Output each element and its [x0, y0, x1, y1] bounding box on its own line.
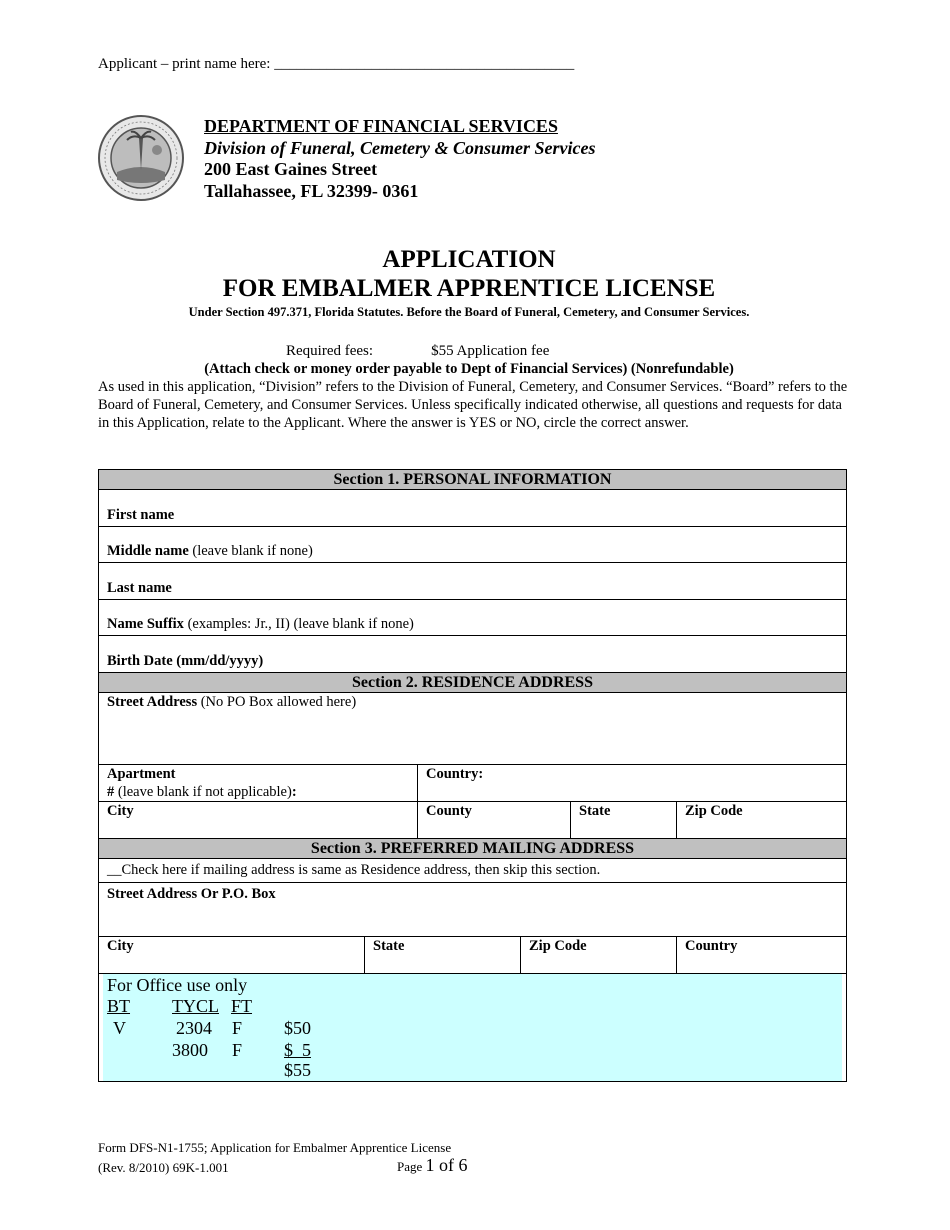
office-row2-ft: F — [232, 1040, 243, 1060]
fees-label: Required fees: — [286, 343, 374, 359]
office-row2-amount: $ 5 — [284, 1040, 311, 1060]
office-row1-tycl: 2304 — [176, 1018, 212, 1038]
middle-name-label: Middle name — [107, 543, 189, 559]
birth-date-label: Birth Date (mm/dd/yyyy) — [107, 653, 264, 669]
mailing-country-label: Country — [685, 938, 738, 954]
required-fees — [286, 343, 549, 360]
office-header-tycl: TYCL — [172, 996, 219, 1016]
department-header — [204, 116, 596, 202]
page-count: 1 of 6 — [425, 1155, 468, 1175]
mailing-street-field[interactable] — [99, 883, 846, 937]
name-suffix-cell — [99, 600, 846, 635]
office-header-ft: FT — [231, 996, 253, 1016]
office-use-label: For Office use only — [107, 975, 248, 995]
last-name-field[interactable] — [99, 563, 846, 600]
section1-header: Section 1. PERSONAL INFORMATION — [99, 470, 846, 490]
residence-city-label: City — [107, 803, 134, 819]
footer-revision: (Rev. 8/2010) 69K-1.001 — [98, 1160, 229, 1175]
office-row2-tycl: 3800 — [172, 1040, 208, 1060]
name-suffix-field[interactable] — [99, 600, 846, 636]
department-street: 200 East Gaines Street — [204, 159, 378, 179]
mailing-state-field[interactable] — [364, 937, 520, 973]
apartment-field[interactable] — [99, 765, 417, 801]
same-address-check-row[interactable] — [99, 859, 846, 883]
page-number — [397, 1155, 468, 1176]
mailing-zip-field[interactable] — [520, 937, 676, 973]
residence-country-label: Country: — [426, 766, 484, 782]
attach-payment-note: (Attach check or money order payable to Dept of Financial Services) (Nonrefundable) — [204, 361, 734, 377]
name-suffix-label: Name Suffix — [107, 616, 184, 632]
page-label: Page — [397, 1159, 423, 1174]
apartment-note: (leave blank if not applicable) — [117, 784, 292, 800]
residence-street-label: Street Address — [107, 694, 198, 710]
mailing-country-field[interactable] — [676, 937, 846, 973]
birth-date-field[interactable] — [99, 636, 846, 673]
middle-name-note: (leave blank if none) — [192, 543, 313, 559]
title-line-2: FOR EMBALMER APPRENTICE LICENSE — [222, 275, 716, 302]
name-suffix-note: (examples: Jr., II) (leave blank if none) — [187, 616, 414, 632]
office-total: $55 — [284, 1060, 311, 1080]
residence-street-note: (No PO Box allowed here) — [200, 694, 357, 710]
office-row1-amount: $50 — [284, 1018, 311, 1038]
title-line-1: APPLICATION — [382, 246, 556, 273]
footer-form-id: Form DFS-N1-1755; Application for Embalmer Apprentice License — [98, 1140, 452, 1155]
section3-header: Section 3. PREFERRED MAILING ADDRESS — [99, 839, 846, 859]
applicant-name-line[interactable]: Applicant – print name here: ________________________________________ — [98, 56, 575, 72]
residence-zip-label: Zip Code — [685, 803, 743, 819]
apartment-label: Apartment — [107, 766, 176, 782]
middle-name-cell — [99, 527, 846, 562]
fees-amount: $55 Application fee — [431, 343, 550, 359]
mailing-city-field[interactable] — [99, 937, 364, 973]
middle-name-field[interactable] — [99, 527, 846, 563]
residence-city-row — [99, 802, 846, 839]
department-city: Tallahassee, FL 32399- 0361 — [204, 180, 419, 201]
residence-state-field[interactable] — [570, 802, 676, 838]
office-bt-value: V — [113, 1018, 126, 1038]
first-name-label: First name — [107, 507, 175, 523]
residence-county-field[interactable] — [417, 802, 570, 838]
residence-street-cell — [99, 693, 846, 764]
mailing-street-label: Street Address Or P.O. Box — [107, 886, 276, 902]
residence-street-field[interactable] — [99, 693, 846, 765]
office-use-box — [103, 974, 842, 1081]
mailing-city-label: City — [107, 938, 134, 954]
last-name-label: Last name — [107, 580, 172, 596]
residence-county-label: County — [426, 803, 472, 819]
office-row1-ft: F — [232, 1018, 243, 1038]
residence-city-field[interactable] — [99, 802, 417, 838]
mailing-zip-label: Zip Code — [529, 938, 587, 954]
application-form-table — [98, 469, 847, 1082]
department-name: DEPARTMENT OF FINANCIAL SERVICES — [204, 116, 558, 136]
same-address-check-label: __Check here if mailing address is same as Residence address, then skip this section. — [107, 862, 601, 878]
intro-paragraph: As used in this application, “Division” refers to the Division of Funeral, Cemetery, and Consumer Services. “Board” refers to the Board of Funeral, Cemetery, and Consumer Services. Unless specifically indicated otherwise, all questions and requests for data in this Application, relate to the Applicant. Where the answer is YES or NO, circle the correct answer. — [98, 379, 848, 431]
mailing-city-row — [99, 937, 846, 974]
page-title — [0, 245, 938, 303]
statute-subtitle: Under Section 497.371, Florida Statutes. Before the Board of Funeral, Cemetery, and Consumer Services. — [188, 305, 750, 319]
florida-state-seal — [97, 114, 185, 202]
residence-zip-field[interactable] — [676, 802, 846, 838]
apartment-hash: # — [107, 784, 115, 800]
apartment-country-row — [99, 765, 846, 802]
mailing-state-label: State — [373, 938, 405, 954]
section2-header: Section 2. RESIDENCE ADDRESS — [99, 673, 846, 693]
office-header-bt: BT — [107, 996, 131, 1016]
apartment-colon: : — [291, 784, 297, 800]
residence-state-label: State — [579, 803, 611, 819]
division-name: Division of Funeral, Cemetery & Consumer Services — [204, 137, 596, 158]
first-name-field[interactable] — [99, 490, 846, 527]
residence-country-field[interactable] — [417, 765, 846, 801]
